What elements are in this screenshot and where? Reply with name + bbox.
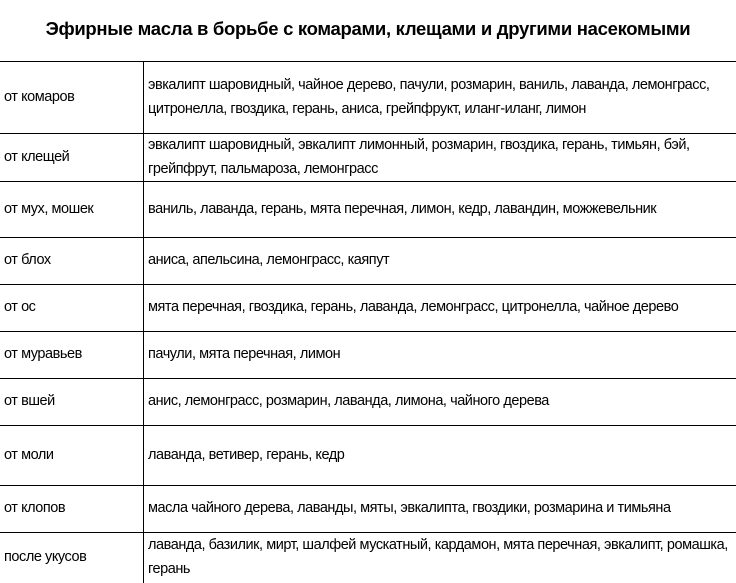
insect-label: от муравьев xyxy=(0,332,144,379)
oils-list: масла чайного дерева, лаванды, мяты, эвкалипта, гвоздики, розмарина и тимьяна xyxy=(144,486,736,533)
oils-list: лаванда, ветивер, герань, кедр xyxy=(144,426,736,486)
oils-list: лаванда, базилик, мирт, шалфей мускатный, кардамон, мята перечная, эвкалипт, ромашка, герань xyxy=(144,533,736,583)
table-row xyxy=(0,62,736,134)
table-row xyxy=(0,426,736,486)
oils-list: эвкалипт шаровидный, чайное дерево, пачули, розмарин, ваниль, лаванда, лемонграсс, цитронелла, гвоздика, герань, аниса, грейпфрукт, иланг-иланг, лимон xyxy=(144,62,736,134)
table-row xyxy=(0,238,736,285)
insect-label: от моли xyxy=(0,426,144,486)
table-row xyxy=(0,182,736,238)
insect-label: от мух, мошек xyxy=(0,182,144,238)
table-row xyxy=(0,486,736,533)
table-row xyxy=(0,285,736,332)
page-title: Эфирные масла в борьбе с комарами, клещами и другими насекомыми xyxy=(0,18,736,40)
insect-label: от ос xyxy=(0,285,144,332)
oils-list: пачули, мята перечная, лимон xyxy=(144,332,736,379)
insect-label: после укусов xyxy=(0,533,144,583)
oils-list: мята перечная, гвоздика, герань, лаванда, лемонграсс, цитронелла, чайное дерево xyxy=(144,285,736,332)
insect-label: от клопов xyxy=(0,486,144,533)
table-row xyxy=(0,533,736,583)
oils-list: аниса, апельсина, лемонграсс, каяпут xyxy=(144,238,736,285)
insect-label: от клещей xyxy=(0,134,144,182)
insect-label: от вшей xyxy=(0,379,144,426)
table-row xyxy=(0,134,736,182)
insect-label: от блох xyxy=(0,238,144,285)
oils-list: ваниль, лаванда, герань, мята перечная, лимон, кедр, лавандин, можжевельник xyxy=(144,182,736,238)
table-row xyxy=(0,379,736,426)
insect-label: от комаров xyxy=(0,62,144,134)
oils-table xyxy=(0,61,736,583)
oils-list: эвкалипт шаровидный, эвкалипт лимонный, розмарин, гвоздика, герань, тимьян, бэй, грейпфрут, пальмароза, лемонграсс xyxy=(144,134,736,182)
table-row xyxy=(0,332,736,379)
oils-list: анис, лемонграсс, розмарин, лаванда, лимона, чайного дерева xyxy=(144,379,736,426)
